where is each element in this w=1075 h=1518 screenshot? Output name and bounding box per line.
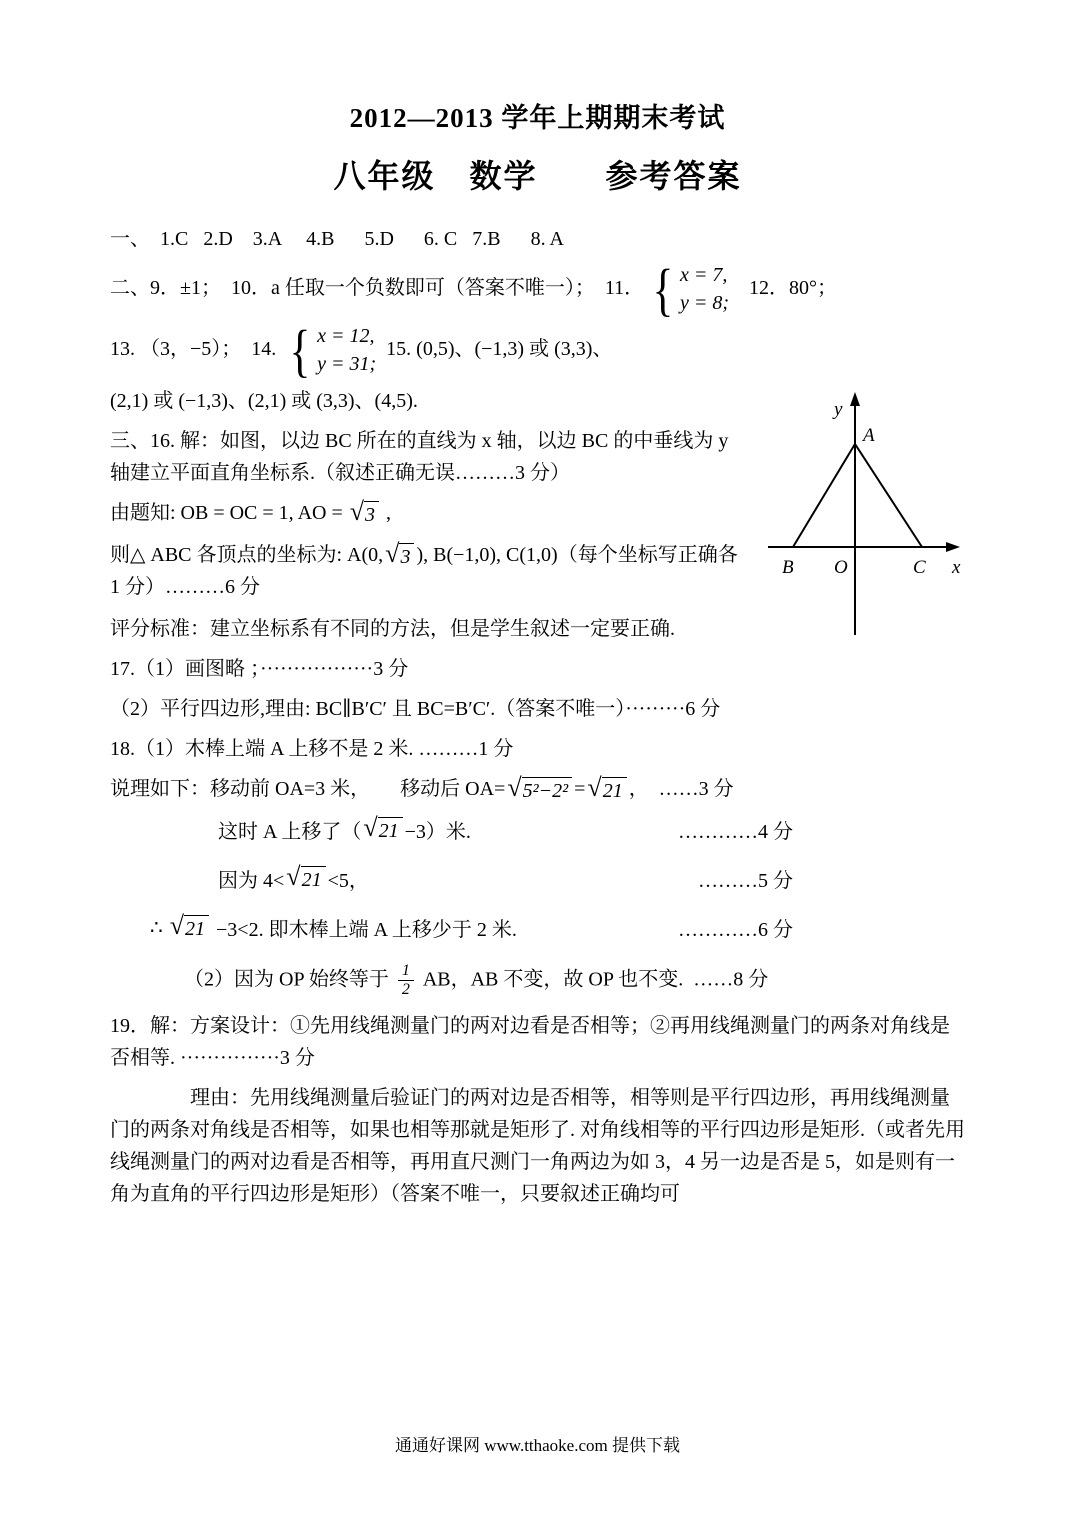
q18-part2-text: （2）因为 OP 始终等于 — [184, 968, 394, 991]
line13-part1: 13. （3，−5）； 14. — [110, 338, 282, 361]
radical-sign-icon: √ — [169, 910, 185, 940]
fraction-numerator: 1 — [398, 962, 414, 981]
equation-system-11 — [649, 256, 730, 322]
q16-known-text: 由题知: OB = OC = 1, AO = — [110, 502, 348, 524]
q18-conclusion-line — [110, 910, 965, 942]
sqrt-3 — [385, 539, 414, 569]
therefore-symbol: ∴ — [150, 917, 168, 939]
q18-step5-score: ………5 分 — [698, 870, 793, 892]
q18-step5-text: 因为 4< — [218, 870, 285, 892]
x-axis-arrow-icon — [946, 542, 960, 552]
q18-step4-score: …………4 分 — [678, 821, 793, 843]
radical-sign-icon: √ — [363, 812, 378, 842]
sqrt-5sq-minus-2sq — [507, 773, 572, 803]
sqrt-21 — [169, 910, 209, 941]
answers-multiple-choice: 一、 1.C 2.D 3.A 4.B 5.D 6. C 7.B 8. A — [110, 228, 564, 250]
q18-part1: 18.（1）木棒上端 A 上移不是 2 米. ………1 分 — [110, 738, 514, 760]
q16-solution-setup: 三、16. 解：如图，以边 BC 所在的直线为 x 轴，以边 BC 的中垂线为 y 轴建立平面直角坐标系.（叙述正确无误………3 分） — [110, 430, 734, 484]
q18-reasoning-tail: ， ……3 分 — [628, 778, 734, 800]
q16-grading-note: 评分标准：建立坐标系有不同的方法，但是学生叙述一定要正确. — [110, 618, 675, 640]
q18-reasoning-line — [110, 773, 965, 805]
system-14-bottom: y = 31; — [317, 353, 377, 375]
y-axis-arrow-icon — [850, 392, 860, 406]
brace-icon: { — [652, 256, 674, 322]
q18-reasoning-text: 说理如下：移动前 OA=3 米， 移动后 OA= — [110, 778, 506, 800]
line13-part2: 15. (0,5)、(−1,3) 或 (3,3)、 — [381, 338, 613, 361]
q19-reason: 理由：先用线绳测量后验证门的两对边是否相等，相等则是平行四边形，再用线绳测量门的两条对角线是否相等，如果也相等那就是矩形了. 对角线相等的平行四边形是矩形.（或者先用线绳测量门的两对边看是否相等，再用直尺测门一角两边为如 3，4 另一边是否是 5，如是则有一角为直角的平行四边形是矩形）（答案不唯一，只要叙述正确均可 — [110, 1086, 965, 1205]
fill-in-part2: 12．80°； — [734, 277, 838, 300]
q18-step4-tail: −3）米. — [404, 821, 471, 843]
fraction-denominator: 2 — [401, 981, 410, 999]
q16-known-tail: , — [381, 502, 392, 524]
figure-label-b: B — [782, 557, 794, 578]
footer-credit: 通通好课网 www.tthaoke.com 提供下载 — [394, 1436, 681, 1455]
triangle-abc — [793, 444, 922, 547]
fill-in-part1: 二、9．±1； 10．a 任取一个负数即可（答案不唯一）； 11． — [110, 277, 645, 300]
q19-plan: 19．解：方案设计：①先用线绳测量门的两对边看是否相等；②再用线绳测量门的两条对角线是否相等. ···············3 分 — [110, 1014, 950, 1069]
equals-sign: = — [574, 778, 586, 800]
q17-part1: 17.（1）画图略 ；·················3 分 — [110, 658, 409, 680]
answers-fill-in-13-15 — [110, 317, 965, 383]
radical-sign-icon: √ — [385, 539, 400, 569]
q16-coords-text: 则△ ABC 各顶点的坐标为: A(0, — [110, 544, 384, 566]
radicand: 21 — [602, 777, 627, 803]
sqrt-21 — [587, 773, 626, 803]
q17-part2: （2）平行四边形,理由: BC∥B′C′ 且 BC=B′C′.（答案不唯一）·········6 分 — [110, 698, 721, 720]
sqrt-3 — [349, 497, 379, 527]
q18-step4-text: 这时 A 上移了（ — [218, 821, 362, 843]
q18-step5-line — [110, 861, 965, 893]
page-subtitle: 八年级 数学 参考答案 — [333, 158, 742, 194]
system-14-top: x = 12, — [317, 325, 375, 347]
q18-conclusion-text: −3<2. 即木棒上端 A 上移少于 2 米. — [211, 919, 517, 941]
q16-coords-tail: ), B(−1,0), C(1,0)（每个坐标写正确各 1 分）………6 分 — [110, 544, 743, 598]
sqrt-21 — [286, 861, 325, 892]
radical-sign-icon: √ — [507, 773, 522, 803]
figure-label-c: C — [913, 557, 926, 578]
sqrt-21 — [363, 812, 402, 843]
fraction-one-half — [398, 962, 414, 1000]
answers-fill-in-9-12 — [110, 256, 965, 322]
q18-step4-line — [110, 812, 965, 844]
figure-label-x: x — [952, 557, 961, 578]
q18-step5-tail: <5， — [327, 870, 369, 892]
system-rows — [317, 324, 376, 377]
radical-sign-icon: √ — [587, 773, 602, 803]
radicand: 21 — [378, 817, 403, 843]
radical-sign-icon: √ — [349, 497, 365, 527]
radicand: 3 — [399, 543, 414, 569]
q18-conclusion-score: …………6 分 — [678, 919, 793, 941]
system-11-bottom: y = 8; — [679, 292, 730, 314]
page-title: 2012—2013 学年上期期末考试 — [349, 103, 726, 133]
equation-system-14 — [286, 317, 377, 383]
answers-fill-in-15-cont: (2,1) 或 (−1,3)、(2,1) 或 (3,3)、(4,5). — [110, 390, 418, 412]
figure-label-o: O — [834, 557, 848, 578]
coordinate-figure-svg — [760, 389, 965, 641]
radicand: 5²−2² — [522, 777, 573, 803]
radical-sign-icon: √ — [286, 861, 301, 891]
figure-label-y: y — [834, 399, 843, 420]
brace-icon: { — [289, 317, 311, 383]
q18-part2-line — [110, 962, 965, 1000]
system-rows — [680, 263, 729, 316]
radicand: 21 — [184, 915, 209, 941]
radicand: 21 — [301, 866, 326, 892]
figure-label-a: A — [863, 425, 875, 446]
q18-part2-tail: AB，AB 不变，故 OP 也不变. ……8 分 — [417, 968, 769, 991]
system-11-top: x = 7, — [679, 264, 728, 286]
coordinate-figure — [760, 389, 965, 641]
radicand: 3 — [364, 501, 379, 527]
